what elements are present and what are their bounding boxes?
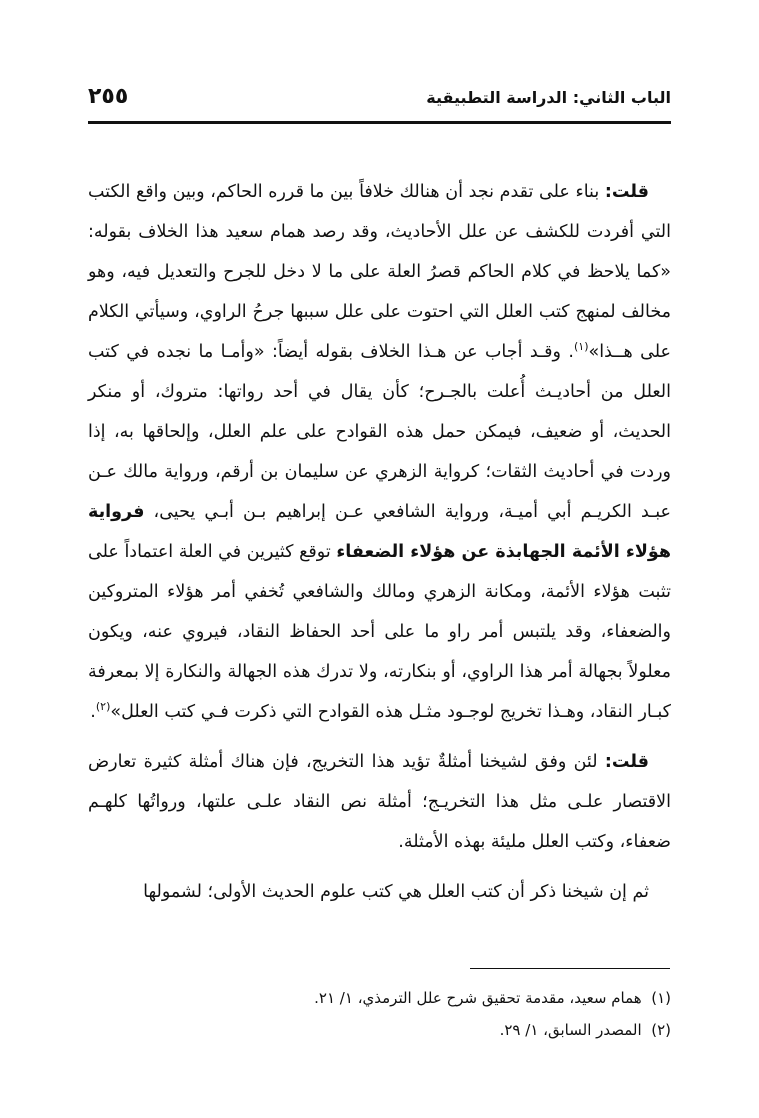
paragraph-1: [88, 172, 671, 732]
running-title: الباب الثاني: الدراسة التطبيقية: [426, 88, 671, 107]
paragraph-text: توقع كثيرين في العلة اعتماداً على تثبت هؤلاء الأئمة، ومكانة الزهري ومالك والشافعي تُخفي أمر هؤلاء المتروكين والضعفاء، وقد يلتبس أمر راو ما على أحد الحفاظ النقاد، فيروي عنه، ويكون معلولاً بجهالة أمر هذا الراوي، أو بنكارته، ولا تدرك هذه الجهالة والنكارة إلا بمعرفة كبـار النقاد، وهـذا تخريج لوجـود مثـل هذه القوادح التي ذكرت فـي كتب العلل»: [88, 542, 671, 722]
footnote-text: المصدر السابق، ١/ ٢٩.: [499, 1021, 642, 1039]
paragraph-end: .: [90, 702, 96, 722]
paragraph-text: . وقـد أجاب عن هـذا الخلاف بقوله أيضاً: «وأمـا ما نجده في كتب العلل من أحاديـث أُعلت بالجـرح؛ كأن يقال في أحد رواتها: متروك، أو منكر الحديث، أو ضعيف، فيمكن حمل هذه القوادح على علم العلل، وإلحاقها به، إذا وردت في أحاديث الثقات؛ كرواية الزهري عن سليمان بن أرقم، ورواية مالك عـن عبـد الكريـم أبي أميـة، ورواية الشافعي عـن إبراهيم بـن أبـي يحيى،: [88, 342, 671, 522]
paragraph-text: ثم إن شيخنا ذكر أن كتب العلل هي كتب علوم الحديث الأولى؛ لشمولها: [143, 882, 649, 902]
paragraph-text: لئن وفق لشيخنا أمثلةٌ تؤيد هذا التخريج، فإن هناك أمثلة كثيرة تعارض الاقتصار علـى مثل هذا التخريـج؛ أمثلة نص النقاد علـى علتها، ورواتُها كلهـم ضعفاء، وكتب العلل مليئة بهذه الأمثلة.: [88, 752, 671, 852]
footnote-ref-2[interactable]: (٢): [95, 700, 111, 714]
paragraph-3: [88, 872, 671, 912]
footnote-number: (٢): [651, 1021, 671, 1039]
header-rule: [88, 121, 671, 124]
paragraph-text: بناء على تقدم نجد أن هنالك خلافاً بين ما قرره الحاكم، وبين واقع الكتب التي أفردت للكشف عن علل الأحاديث، وقد رصد همام سعيد هذا الخلاف بقوله: «كما يلاحظ في كلام الحاكم قصرُ العلة على ما لا دخل للجرح والتعديل فيه، وهو مخالف لمنهج كتب العلل التي احتوت على علل سببها جرحُ الراوي، وسيأتي الكلام على هــذا»: [88, 182, 671, 362]
footnote-ref-1[interactable]: (١): [573, 340, 589, 354]
footnote-2: [88, 1014, 671, 1046]
paragraph-2: [88, 742, 671, 862]
lead-word: قلت:: [604, 182, 649, 202]
page-header: [88, 84, 671, 120]
emphasized-phrase: فرواية هؤلاء الأئمة الجهابذة عن هؤلاء الضعفاء: [88, 502, 672, 562]
footnote-text: همام سعيد، مقدمة تحقيق شرح علل الترمذي، ١/ ٢١.: [314, 989, 642, 1007]
footnote-1: [88, 982, 671, 1014]
footnote-separator: [470, 968, 670, 969]
main-text: [88, 172, 671, 912]
footnotes: [88, 982, 671, 1046]
page-number: ٢٥٥: [88, 84, 129, 109]
lead-word: قلت:: [604, 752, 649, 772]
footnote-number: (١): [651, 989, 671, 1007]
